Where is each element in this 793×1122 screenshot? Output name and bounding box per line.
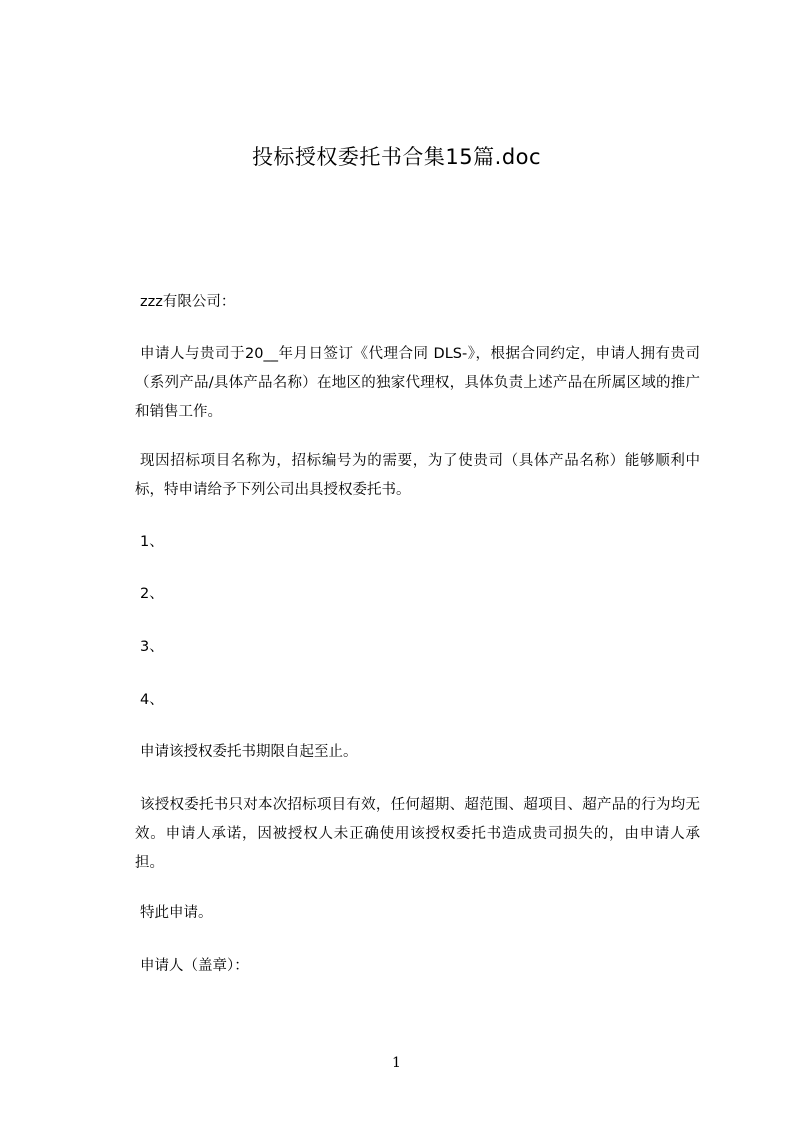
list-item-4: 4、 [140, 692, 164, 708]
page-number: 1 [392, 1055, 401, 1071]
list-item-3: 3、 [140, 639, 164, 655]
list-item-1: 1、 [140, 534, 164, 550]
validity-period: 申请该授权委托书期限自起至止。 [140, 744, 358, 760]
salutation: zzz有限公司： [140, 294, 236, 310]
paragraph-request: 现因招标项目名称为，招标编号为的需要，为了使贵司（具体产品名称）能够顺利中标，特申请给予下列公司出具授权委托书。 [135, 453, 700, 498]
closing-statement: 特此申请。 [140, 905, 213, 921]
signature-line: 申请人（盖章）： [140, 958, 249, 974]
list-item-2: 2、 [140, 586, 164, 602]
document-title: 投标授权委托书合集15篇.doc [251, 145, 542, 169]
paragraph-validity-terms: 该授权委托书只对本次招标项目有效，任何超期、超范围、超项目、超产品的行为均无效。申请人承诺，因被授权人未正确使用该授权委托书造成贵司损失的，由申请人承担。 [135, 797, 700, 871]
paragraph-agreement: 申请人与贵司于20__年月日签订《代理合同 DLS-》，根据合同约定，申请人拥有贵司（系列产品/具体产品名称）在地区的独家代理权，具体负责上述产品在所属区域的推广和销售工作。 [135, 346, 700, 420]
